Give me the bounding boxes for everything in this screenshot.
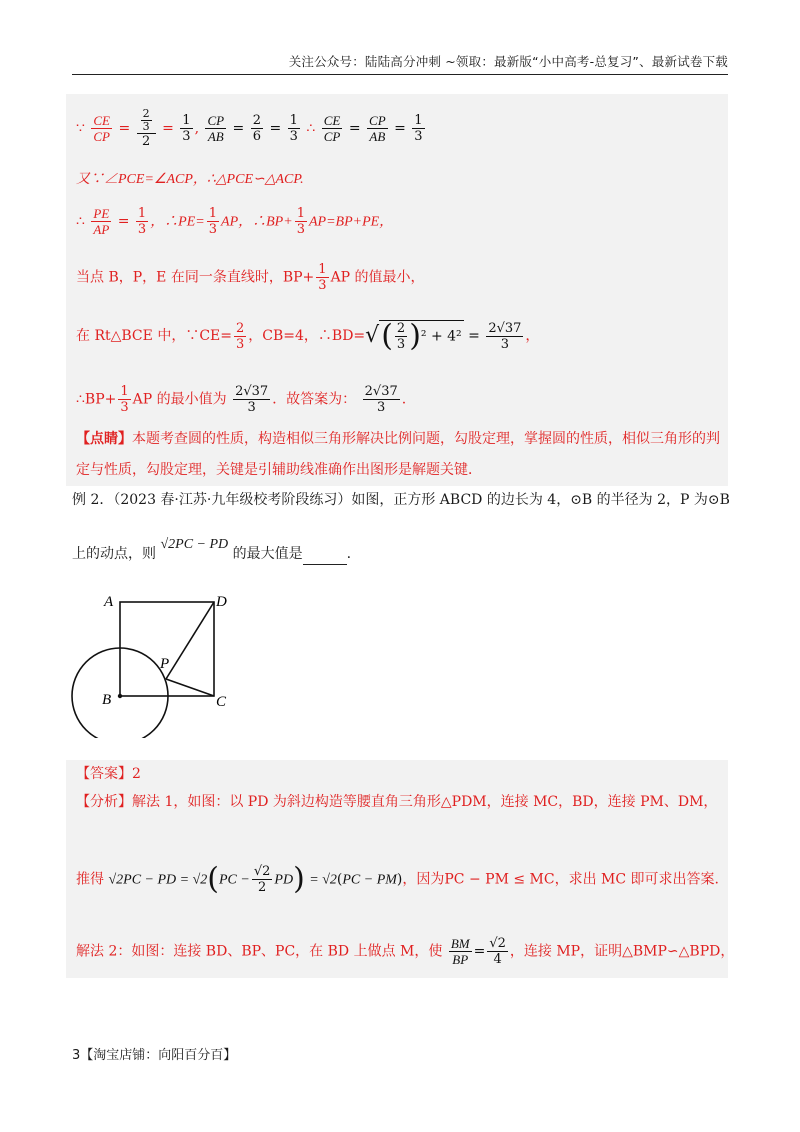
denominator: 3 [235,336,245,352]
expression: PD [274,872,294,888]
numerator: 2 [142,107,150,120]
tip-paragraph [76,424,724,486]
expression: PC − [219,872,250,888]
fraction [322,113,343,144]
numerator: 2√37 [235,384,269,399]
numerator: 2√37 [364,384,398,399]
text-segment: AP=BP+PE， [308,214,394,230]
fraction [288,113,300,144]
denominator: 3 [289,129,298,144]
numerator: √2 [253,864,271,879]
fraction [395,321,407,352]
expression: √2PC − PD = √2 [108,872,208,888]
label-d: D [216,594,227,610]
denominator: CP [93,129,110,144]
page-footer [72,1044,236,1063]
text-segment: . [401,391,407,408]
footer-text: 3【淘宝店铺：向阳百分百】 [72,1048,237,1063]
numerator: 1 [182,113,191,128]
denominator: 3 [142,120,150,133]
text-segment: 的最大值是 [232,546,303,562]
separator: , [194,120,200,137]
label-p: P [160,656,170,672]
segment-pc [166,679,214,696]
numerator: √2 [489,936,506,951]
denominator: 3 [182,129,191,144]
answer-label [76,764,141,784]
expression: = √2 [309,872,337,888]
text-segment: ∴BP+ [76,391,117,408]
answer-text: 【答案】2 [76,766,141,782]
equals: = [348,120,361,137]
text-segment: 解法 2：如图：连接 BD、BP、PC，在 BD 上做点 M，使 [76,943,443,960]
analysis-line-3 [76,936,734,967]
equals: = [232,120,245,137]
denominator: AP [93,222,110,237]
fraction [234,321,246,352]
example-line-2 [72,537,352,565]
numerator: 1 [414,113,423,128]
denominator: AB [369,129,386,144]
fraction [367,113,388,144]
equals: = [473,943,486,960]
text-segment: AP，∴BP+ [221,214,293,230]
denominator: 3 [208,222,218,237]
numerator: 1 [318,262,327,277]
equals: = [162,120,174,137]
numerator: CE [323,113,341,128]
text-segment: 在 Rt△BCE 中，∵CE= [76,328,232,344]
denominator: 3 [296,222,305,237]
numerator: 1 [208,206,218,221]
text-segment: AP 的值最小， [330,269,425,286]
numerator: 2 [252,113,262,128]
text-segment: ，∴PE= [150,214,205,230]
numerator: CP [369,113,386,128]
denominator: 4 [493,952,502,967]
fraction [180,113,192,144]
solution-line-3 [76,206,393,237]
numerator: 2 [235,320,245,336]
fraction [486,321,523,352]
fraction [207,206,219,237]
denominator: BP [452,952,469,967]
numerator: 1 [289,113,298,128]
therefore-symbol: ∴ [76,213,85,230]
header-text: 关注公众号：陆陆高分冲刺 ~领取：最新版“小中高考-总复习”、最新试卷下载 [288,54,728,69]
example-line-1 [72,490,730,510]
denominator: AB [207,129,224,144]
compound-fraction [137,108,156,149]
label-a: A [104,594,114,610]
numerator: 2 [396,321,406,336]
fraction [118,384,130,415]
denominator: 3 [500,336,509,352]
fraction [91,206,111,237]
segment-pd [166,602,214,679]
label-c: C [216,694,227,710]
fraction [91,113,112,144]
numerator: 1 [296,206,305,221]
denominator: 3 [318,278,327,293]
text-segment: ，因为PC − PM ≤ MC，求出 MC 即可求出答案. [402,871,719,888]
text-segment: 当点 B，P，E 在同一条直线时，BP+ [76,269,315,286]
text-segment: . [346,546,352,562]
fraction [412,113,424,144]
text-segment: ，连接 MP，证明△BMP∽△BPD， [509,943,735,960]
analysis-line-2: 推得 √2PC − PD = √2(PC − $\frac{√2}{2}$ PD) = √2(PC − PM)，因为PC − PM ≤ MC，求出 MC 即可求出答案. [76,861,719,897]
numerator: 1 [120,384,129,399]
numerator: CE [93,113,110,128]
numerator [137,108,156,134]
fraction [487,936,508,967]
denominator: 3 [137,222,147,237]
denominator: 2 [257,880,267,895]
text-segment: 上的动点，则 [72,546,156,562]
equals: = [269,120,282,137]
fraction [316,262,328,293]
expression: PC − PM [342,872,397,888]
denominator: 3 [377,400,386,415]
fraction [136,206,148,237]
text-segment: ，CB=4，∴BD= [248,328,366,344]
text-segment: AP 的最小值为 [132,391,227,408]
denominator: 2 [142,134,151,149]
because-symbol: ∵ [76,120,85,137]
sqrt-body: ( $\frac{2}{3}$ )² + 4² [381,318,462,354]
denominator: CP [323,129,341,144]
geometry-figure [66,588,246,738]
analysis-text: 【分析】解法 1，如图：以 PD 为斜边构造等腰直角三角形△PDM，连接 MC，BD，连接 PM、DM， [76,794,718,810]
numerator: 1 [137,206,147,221]
solution-line-5 [76,320,539,352]
fraction [363,384,400,415]
numerator: BM [450,936,470,951]
solution-line-6 [76,384,406,415]
text-segment: 推得 [76,871,104,888]
tip-text: 本题考查圆的性质，构造相似三角形解决比例问题，勾股定理，掌握圆的性质，相似三角形的判定与性质，勾股定理，关键是引辅助线准确作出图形是解题关键． [76,431,720,478]
denominator: 3 [396,337,406,352]
fraction [449,936,472,967]
point-b [118,694,122,698]
solution-line-1: ∵ $\frac{CE}{CP}$ = $\frac{\frac{2}{3}}{2}$ = $\frac{1}{3}$ , $\frac{CP}{AB}$ = $\frac{2}{6}$ = $\frac{1}{3}$ ∴ $\frac{CE}{CP}$ = $\frac{CP}{AB}$ = $\frac{1}{3}$ [76,107,423,149]
fraction [205,113,226,144]
solution-line-2 [76,170,304,190]
analysis-line-1 [76,792,717,812]
tip-label: 【点睛】 [76,431,132,447]
equals: = [468,328,480,344]
numerator: 2√37 [488,320,522,336]
denominator: 3 [414,129,423,144]
equals: = [117,213,130,230]
denominator: 6 [252,129,262,144]
text-segment: ² + 4² [420,328,462,345]
fraction [251,113,263,144]
fraction [233,384,270,415]
numerator: CP [207,113,225,128]
denominator: 3 [120,400,129,415]
sqrt-symbol: √ [365,323,380,348]
example-text: 例 2．（2023 春·江苏·九年级校考阶段练习）如图，正方形 ABCD 的边长为 4，⊙B 的半径为 2，P 为⊙B [72,492,730,508]
line-text: 又∵∠PCE=∠ACP，∴△PCE∽△ACP. [76,172,304,187]
equals: = [394,120,406,137]
fraction [252,864,273,895]
text-segment: ．故答案为： [272,391,357,408]
answer-blank [303,550,347,565]
square-abcd [120,602,214,696]
solution-line-4 [76,262,425,293]
fraction [295,206,307,237]
therefore-symbol: ∴ [306,120,316,137]
text-segment: ， [525,328,540,344]
expression: √2PC − PD [160,537,229,552]
page-header [72,52,728,75]
numerator: PE [93,206,110,221]
label-b: B [102,692,112,708]
denominator: 3 [247,400,256,415]
